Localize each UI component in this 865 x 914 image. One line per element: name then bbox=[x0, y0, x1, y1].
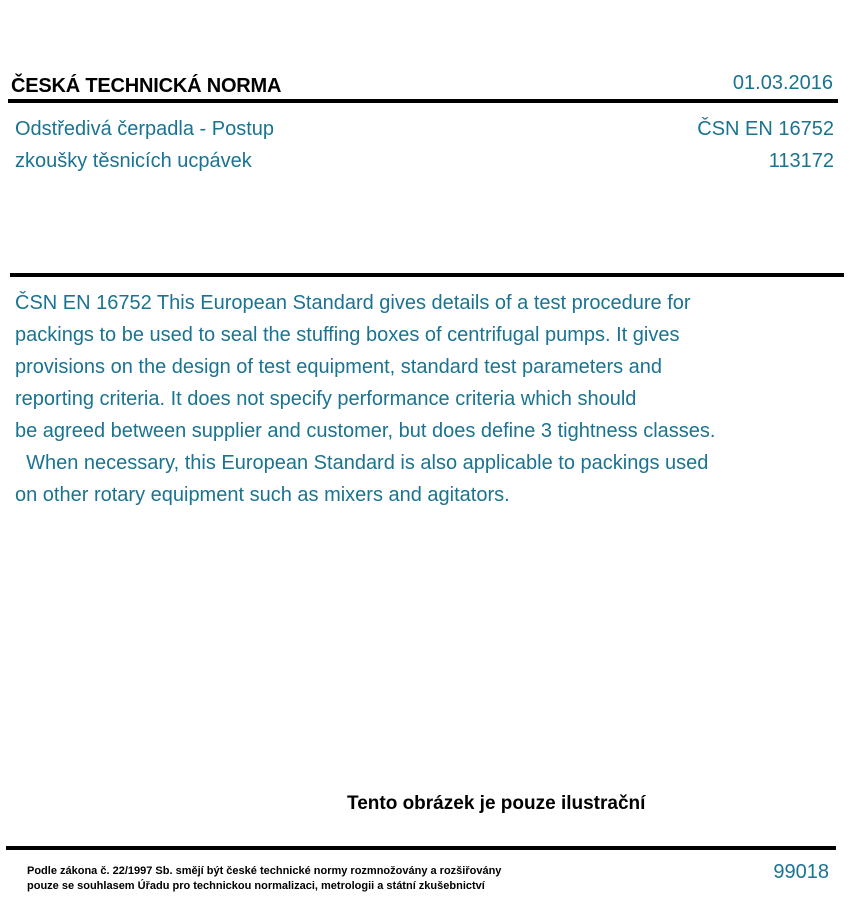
header-divider bbox=[8, 99, 838, 103]
standard-designation: ČSN EN 16752 bbox=[697, 118, 834, 140]
abstract-line: be agreed between supplier and customer, but does define 3 tightness classes. bbox=[15, 420, 716, 442]
abstract-line: packings to be used to seal the stuffing boxes of centrifugal pumps. It gives bbox=[15, 324, 680, 346]
abstract-line: reporting criteria. It does not specify performance criteria which should bbox=[15, 388, 637, 410]
catalog-number: 99018 bbox=[773, 861, 829, 883]
abstract-text bbox=[15, 287, 815, 511]
classification-code: 113172 bbox=[768, 150, 834, 172]
abstract-line: provisions on the design of test equipment, standard test parameters and bbox=[15, 356, 663, 378]
abstract-line: ČSN EN 16752 This European Standard gives details of a test procedure for bbox=[15, 292, 691, 314]
effective-date: 01.03.2016 bbox=[732, 72, 833, 94]
legal-notice-line: pouze se souhlasem Úřadu pro technickou normalizaci, metrologii a státní zkušebnictví bbox=[27, 880, 485, 892]
abstract-line: on other rotary equipment such as mixers and agitators. bbox=[15, 484, 510, 506]
abstract-line: When necessary, this European Standard is also applicable to packings used bbox=[15, 452, 709, 474]
document-type-heading: ČESKÁ TECHNICKÁ NORMA bbox=[11, 75, 282, 97]
illustration-note: Tento obrázek je pouze ilustrační bbox=[347, 793, 646, 814]
legal-notice bbox=[27, 864, 501, 894]
footer-divider bbox=[6, 846, 836, 850]
standard-title-line-1: Odstředivá čerpadla - Postup bbox=[15, 118, 275, 140]
standard-title-line-2: zkoušky těsnicích ucpávek bbox=[15, 150, 252, 172]
abstract-divider bbox=[10, 273, 844, 277]
legal-notice-line: Podle zákona č. 22/1997 Sb. smějí být české technické normy rozmnožovány a rozšiřovány bbox=[27, 865, 502, 877]
